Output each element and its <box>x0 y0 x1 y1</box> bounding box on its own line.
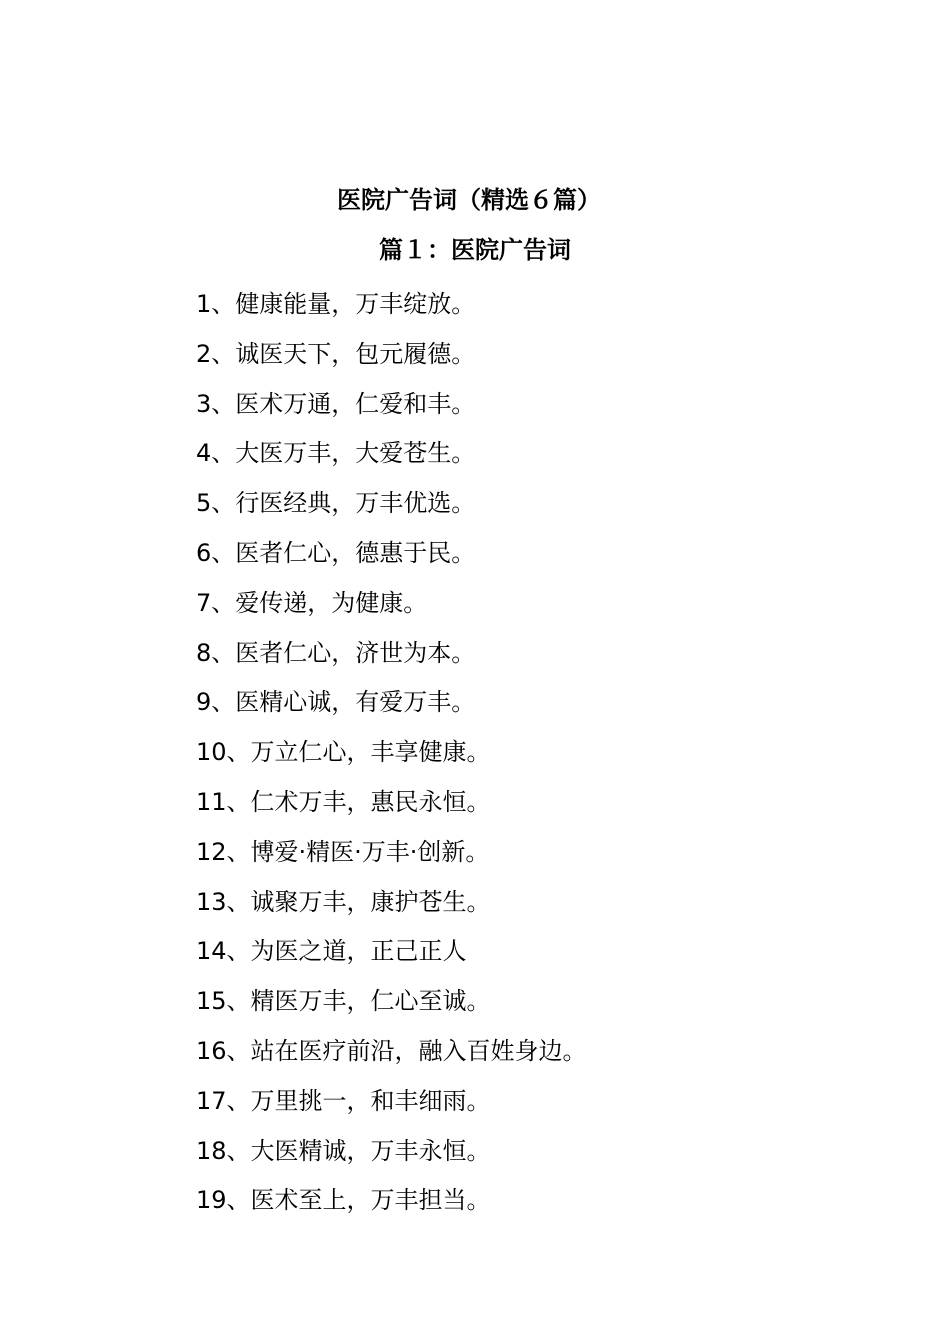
list-item: 3、医术万通，仁爱和丰。 <box>196 389 476 418</box>
list-item: 4、大医万丰，大爱苍生。 <box>196 439 476 468</box>
list-item: 19、医术至上，万丰担当。 <box>196 1186 491 1215</box>
list-item: 7、爱传递，为健康。 <box>196 588 428 617</box>
document-title: 医院广告词（精选６篇） <box>337 186 601 214</box>
list-item: 18、大医精诚，万丰永恒。 <box>196 1136 491 1165</box>
list-item: 6、医者仁心，德惠于民。 <box>196 538 476 567</box>
list-item: 13、诚聚万丰，康护苍生。 <box>196 887 491 916</box>
list-item: 8、医者仁心，济世为本。 <box>196 638 476 667</box>
list-item: 10、万立仁心，丰享健康。 <box>196 738 491 767</box>
list-item: 1、健康能量，万丰绽放。 <box>196 290 476 318</box>
list-item: 15、精医万丰，仁心至诚。 <box>196 987 491 1016</box>
list-item: 5、行医经典，万丰优选。 <box>196 489 476 518</box>
list-item: 17、万里挑一，和丰细雨。 <box>196 1086 491 1115</box>
list-item: 9、医精心诚，有爱万丰。 <box>196 688 476 717</box>
list-item: 16、站在医疗前沿，融入百姓身边。 <box>196 1036 587 1065</box>
list-item: 2、诚医天下，包元履德。 <box>196 339 476 368</box>
slogan-list <box>196 280 587 1226</box>
list-item: 11、仁术万丰，惠民永恒。 <box>196 787 491 816</box>
list-item: 14、为医之道，正己正人 <box>196 937 467 966</box>
section-title: 篇１：医院广告词 <box>379 236 571 264</box>
list-item: 12、博爱·精医·万丰·创新。 <box>196 837 490 866</box>
